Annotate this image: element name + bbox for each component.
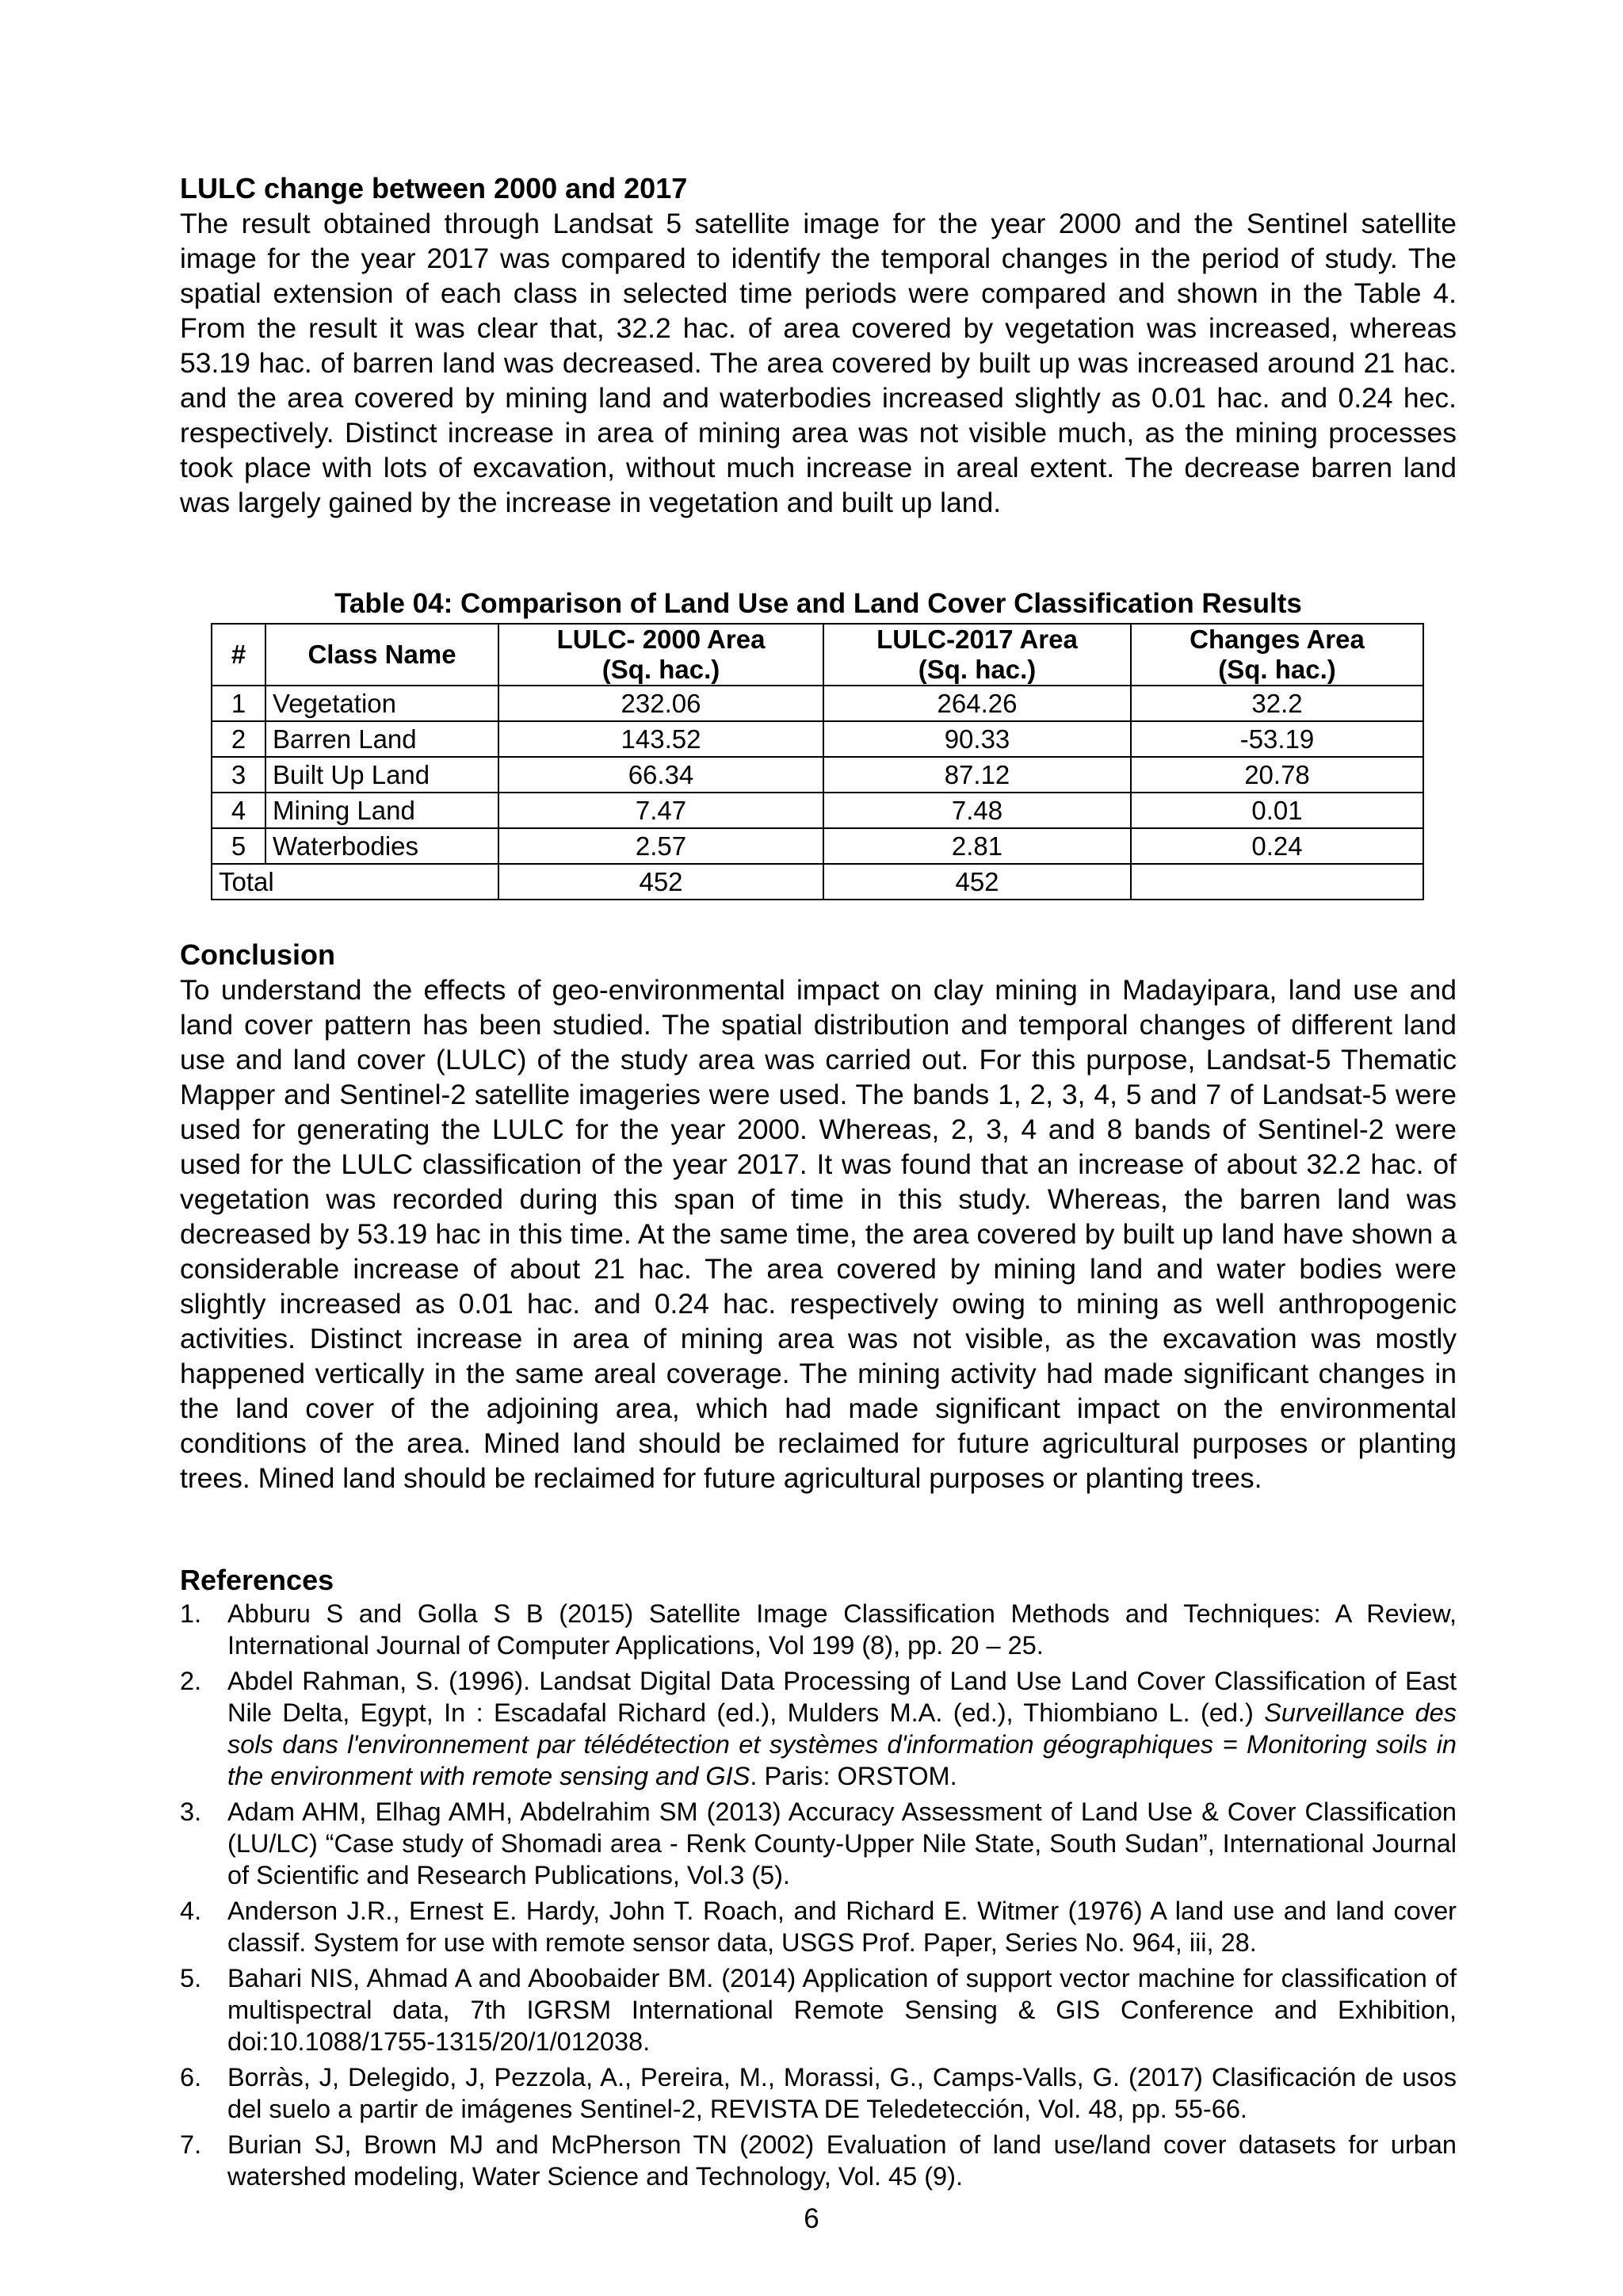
reference-number: 5. <box>180 1964 202 1992</box>
row-area-2017: 90.33 <box>823 721 1131 757</box>
reference-number: 6. <box>180 2063 202 2092</box>
row-class-name: Barren Land <box>265 721 498 757</box>
conclusion-heading: Conclusion <box>180 938 335 971</box>
reference-number: 2. <box>180 1667 202 1695</box>
reference-number: 1. <box>180 1599 202 1628</box>
reference-item <box>180 2061 1457 2125</box>
row-class-name: Waterbodies <box>265 828 498 864</box>
reference-text: Abburu S and Golla S B (2015) Satellite Image Classification Methods and Techniques: A Review, International Journal of Computer Applications, Vol 199 (8), pp. 20 – 25. <box>227 1599 1457 1660</box>
reference-number: 3. <box>180 1797 202 1826</box>
page-number: 6 <box>804 2203 819 2234</box>
section-references <box>180 1563 1457 2196</box>
row-num: 3 <box>212 757 265 793</box>
reference-text: Anderson J.R., Ernest E. Hardy, John T. Roach, and Richard E. Witmer (1976) A land use and land cover classif. System for use with remote sensor data, USGS Prof. Paper, Series No. 964, iii, 28. <box>227 1897 1457 1957</box>
row-area-2017: 264.26 <box>823 686 1131 721</box>
header-num: # <box>212 624 265 686</box>
section-paragraph: The result obtained through Landsat 5 satellite image for the year 2000 and the Sentinel satellite image for the year 2017 was compared to identify the temporal changes in the period of study. The spatial extension of each class in selected time periods were compared and shown in the Table 4. From the result it was clear that, 32.2 hac. of area covered by vegetation was increased, whereas 53.19 hac. of barren land was decreased. The area covered by built up was increased around 21 hac. and the area covered by mining land and waterbodies increased slightly as 0.01 hac. and 0.24 hec. respectively. Distinct increase in area of mining area was not visible much, as the mining processes took place with lots of excavation, without much increase in areal extent. The decrease barren land was largely gained by the increase in vegetation and built up land. <box>180 208 1457 518</box>
reference-text: . Paris: ORSTOM. <box>750 1762 957 1790</box>
table-row <box>212 721 1423 757</box>
row-area-2000: 2.57 <box>498 828 823 864</box>
table-row <box>212 793 1423 828</box>
row-change: 0.01 <box>1131 793 1423 828</box>
row-area-2000: 7.47 <box>498 793 823 828</box>
row-num: 2 <box>212 721 265 757</box>
header-2000: LULC- 2000 Area (Sq. hac.) <box>498 624 823 686</box>
row-class-name: Mining Land <box>265 793 498 828</box>
total-change <box>1131 864 1423 900</box>
row-num: 4 <box>212 793 265 828</box>
row-num: 1 <box>212 686 265 721</box>
row-class-name: Vegetation <box>265 686 498 721</box>
section-conclusion <box>180 938 1457 1496</box>
section-lulc-change <box>180 171 1457 520</box>
header-2017: LULC-2017 Area (Sq. hac.) <box>823 624 1131 686</box>
row-area-2000: 66.34 <box>498 757 823 793</box>
reference-item <box>180 1962 1457 2057</box>
total-2017: 452 <box>823 864 1131 900</box>
reference-item <box>180 1796 1457 1891</box>
table-row <box>212 757 1423 793</box>
reference-item <box>180 1895 1457 1958</box>
row-change: 32.2 <box>1131 686 1423 721</box>
reference-item <box>180 2129 1457 2192</box>
references-heading: References <box>180 1564 334 1596</box>
table-row <box>212 686 1423 721</box>
row-area-2017: 7.48 <box>823 793 1131 828</box>
row-area-2000: 232.06 <box>498 686 823 721</box>
reference-text: Abdel Rahman, S. (1996). Landsat Digital Data Processing of Land Use Land Cover Classification of East Nile Delta, Egypt, In : Escadafal Richard (ed.), Mulders M.A. (ed.), Thiombiano L. (ed.) <box>227 1667 1457 1727</box>
table-row <box>212 828 1423 864</box>
row-area-2017: 2.81 <box>823 828 1131 864</box>
row-change: 0.24 <box>1131 828 1423 864</box>
reference-number: 7. <box>180 2130 202 2159</box>
section-heading: LULC change between 2000 and 2017 <box>180 172 688 204</box>
header-class: Class Name <box>265 624 498 686</box>
reference-text: Borràs, J, Delegido, J, Pezzola, A., Pereira, M., Morassi, G., Camps-Valls, G. (2017) Clasificación de usos del suelo a partir de imágenes Sentinel-2, REVISTA DE Teledetección, Vol. 48, pp. 55-66. <box>227 2063 1457 2123</box>
conclusion-paragraph: To understand the effects of geo-environmental impact on clay mining in Madayipara, land use and land cover pattern has been studied. The spatial distribution and temporal changes of different land use and land cover (LULC) of the study area was carried out. For this purpose, Landsat-5 Thematic Mapper and Sentinel-2 satellite imageries were used. The bands 1, 2, 3, 4, 5 and 7 of Landsat-5 were used for generating the LULC for the year 2000. Whereas, 2, 3, 4 and 8 bands of Sentinel-2 were used for the LULC classification of the year 2017. It was found that an increase of about 32.2 hac. of vegetation was recorded during this span of time in this study. Whereas, the barren land was decreased by 53.19 hac in this time. At the same time, the area covered by built up land have shown a considerable increase of about 21 hac. The area covered by mining land and water bodies were slightly increased as 0.01 hac. and 0.24 hac. respectively owing to mining as well anthropogenic activities. Distinct increase in area of mining area was not visible, as the excavation was mostly happened vertically in the same areal coverage. The mining activity had made significant changes in the land cover of the adjoining area, which had made significant impact on the environmental conditions of the area. Mined land should be reclaimed for future agricultural purposes or planting trees. Mined land should be reclaimed for future agricultural purposes or planting trees. <box>180 974 1457 1494</box>
total-2000: 452 <box>498 864 823 900</box>
row-change: -53.19 <box>1131 721 1423 757</box>
row-area-2000: 143.52 <box>498 721 823 757</box>
table-header-row <box>212 624 1423 686</box>
reference-text: Adam AHM, Elhag AMH, Abdelrahim SM (2013) Accuracy Assessment of Land Use & Cover Classification (LU/LC) “Case study of Shomadi area - Renk County-Upper Nile State, South Sudan”, International Journal of Scientific and Research Publications, Vol.3 (5). <box>227 1797 1457 1889</box>
reference-text: Bahari NIS, Ahmad A and Aboobaider BM. (2014) Application of support vector machine for classification of multispectral data, 7th IGRSM International Remote Sensing & GIS Conference and Exhibition, doi:10.1088/1755-1315/20/1/012038. <box>227 1964 1457 2056</box>
reference-item <box>180 1598 1457 1661</box>
header-change: Changes Area (Sq. hac.) <box>1131 624 1423 686</box>
row-area-2017: 87.12 <box>823 757 1131 793</box>
reference-text: Surveillance des sols dans l'environnement par télédétection et systèmes d'information géographiques = Monitoring soils in the environment with remote sensing and GIS <box>227 1698 1457 1790</box>
row-class-name: Built Up Land <box>265 757 498 793</box>
reference-number: 4. <box>180 1897 202 1925</box>
table-total-row <box>212 864 1423 900</box>
reference-text: Burian SJ, Brown MJ and McPherson TN (2002) Evaluation of land use/land cover datasets for urban watershed modeling, Water Science and Technology, Vol. 45 (9). <box>227 2130 1457 2191</box>
reference-item <box>180 1665 1457 1792</box>
row-change: 20.78 <box>1131 757 1423 793</box>
table-caption: Table 04: Comparison of Land Use and Land Cover Classification Results <box>334 588 1302 619</box>
total-label: Total <box>212 864 498 900</box>
lulc-comparison-table <box>211 623 1424 900</box>
row-num: 5 <box>212 828 265 864</box>
reference-list <box>180 1598 1457 2192</box>
